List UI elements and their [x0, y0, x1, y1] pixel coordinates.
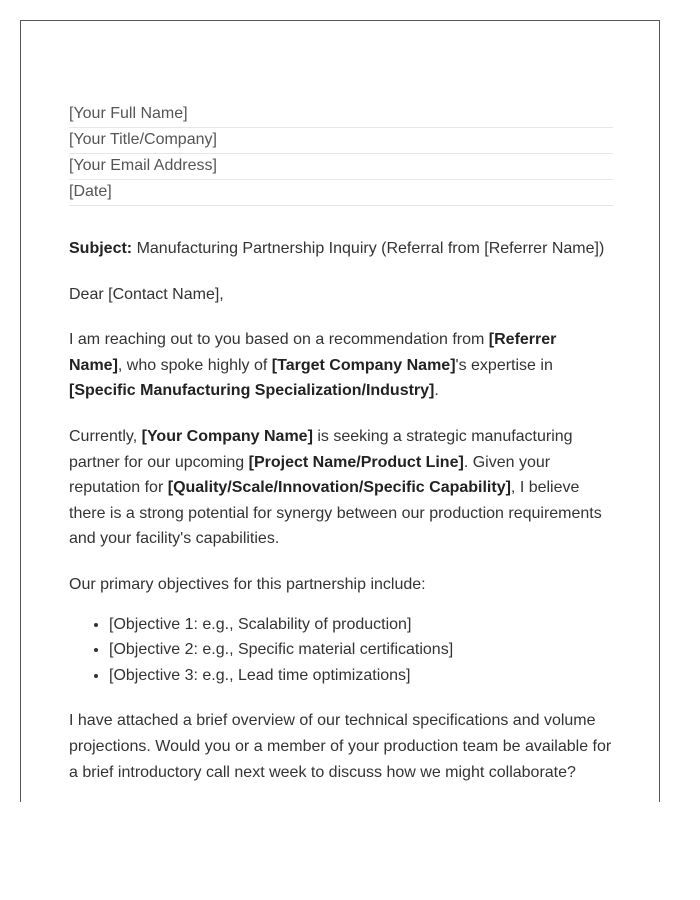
subject-label: Subject: [69, 240, 133, 257]
letter-page [20, 20, 660, 802]
target-company-placeholder: [Target Company Name] [271, 356, 456, 374]
referrer-name-placeholder: [Referrer Name] [69, 331, 557, 374]
list-item: • [Objective 2: e.g., Specific material certifications] [109, 637, 613, 663]
specialization-placeholder: [Specific Manufacturing Specialization/Industry] [69, 382, 435, 400]
capability-placeholder: [Quality/Scale/Innovation/Specific Capability] [167, 479, 511, 497]
paragraph-objectives-intro: Our primary objectives for this partnership include: [69, 575, 426, 593]
subject-text: Manufacturing Partnership Inquiry (Referral from [Referrer Name]) [132, 240, 605, 257]
sender-email: [Your Email Address] [69, 154, 613, 180]
sender-title-company: [Your Title/Company] [69, 128, 613, 154]
company-name-placeholder: [Your Company Name] [141, 427, 313, 445]
paragraph-partnership [69, 424, 613, 552]
paragraph-text: I am reaching out to you based on a recommendation from [69, 331, 489, 349]
paragraph-text: Currently, [69, 427, 142, 445]
paragraph-text: . [434, 382, 439, 400]
letter-content [69, 102, 613, 785]
objectives-list [69, 612, 613, 689]
sender-header [69, 102, 613, 206]
greeting: Dear [Contact Name], [69, 285, 224, 303]
project-name-placeholder: [Project Name/Product Line] [248, 453, 464, 471]
paragraph-text: 's expertise in [455, 356, 553, 374]
list-item: • [Objective 3: e.g., Lead time optimizations] [109, 663, 613, 689]
letter-date: [Date] [69, 180, 613, 206]
paragraph-referral [69, 327, 613, 404]
paragraph-text: is seeking a strategic manufacturing partner for our upcoming [69, 427, 573, 471]
subject-line [69, 236, 613, 262]
list-item: • [Objective 1: e.g., Scalability of production] [109, 612, 613, 638]
paragraph-text: , who spoke highly of [117, 356, 272, 374]
paragraph-text: . Given your reputation for [69, 453, 551, 497]
sender-full-name: [Your Full Name] [69, 102, 613, 128]
paragraph-closing-request: I have attached a brief overview of our technical specifications and volume projections. Would you or a member of your production team be available for a brief introductory call next week to discuss how we might collaborate? [69, 712, 612, 781]
paragraph-text: , I believe there is a strong potential for synergy between our production requirements and your facility's capabilities. [69, 479, 602, 548]
